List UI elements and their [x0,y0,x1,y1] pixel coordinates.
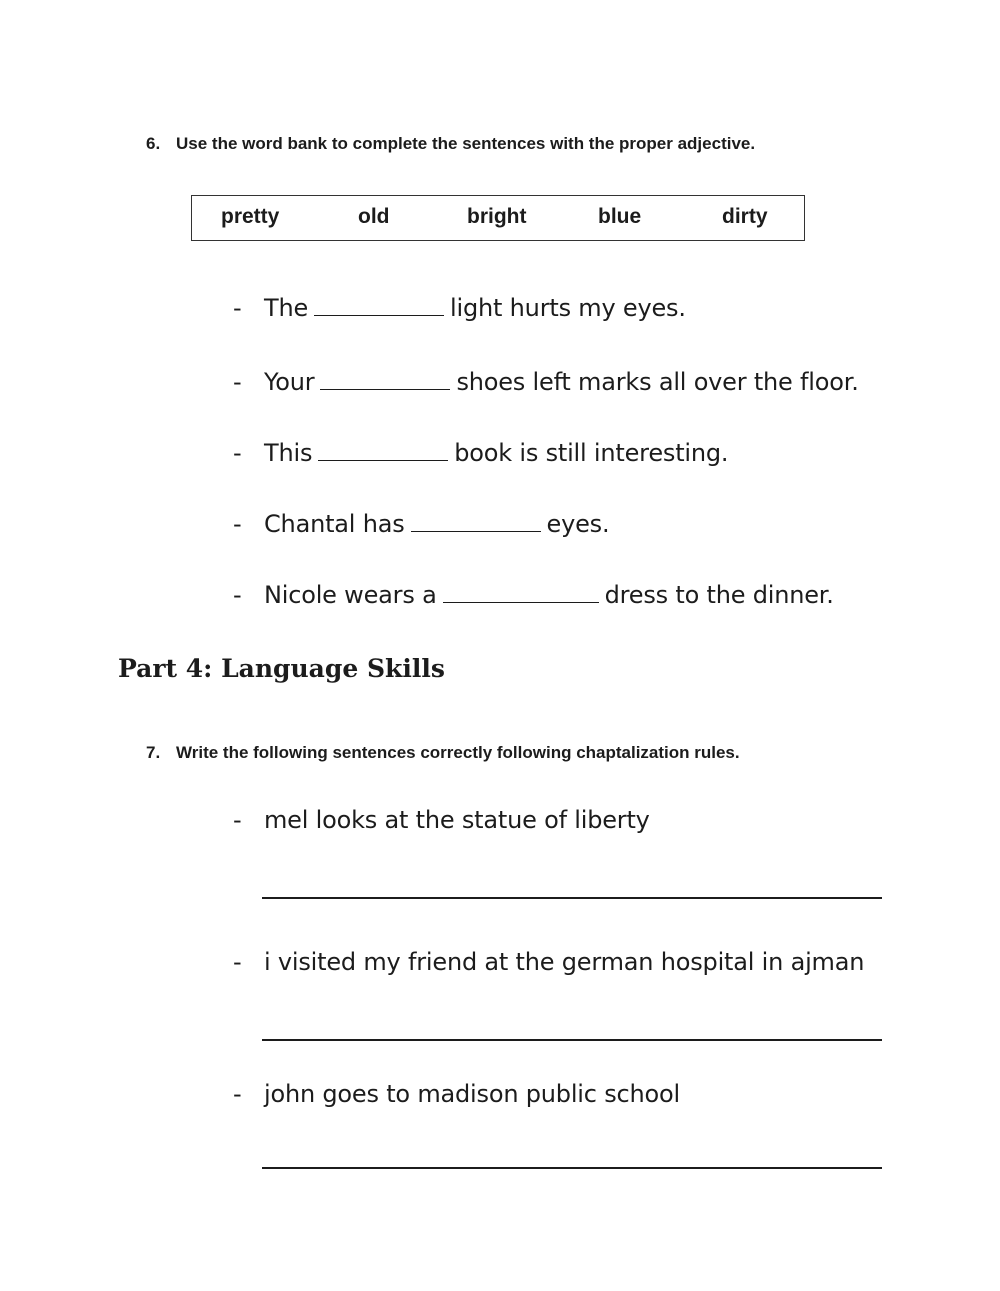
sentence-end: dress to the dinner. [604,581,834,609]
fill-blank-sentence [233,583,834,607]
question-7-heading [146,744,740,761]
word-bank-item: old [358,205,390,228]
rewrite-sentence [233,808,650,832]
fill-blank-sentence [233,441,728,465]
word-bank-item: bright [467,205,527,228]
sentence-text: mel looks at the statue of liberty [264,806,650,834]
answer-blank[interactable] [443,601,599,603]
sentence-end: shoes left marks all over the floor. [456,368,859,396]
sentence-end: eyes. [546,510,610,538]
sentence-start: The [264,294,309,322]
bullet-dash: - [233,948,242,976]
answer-blank[interactable] [318,459,448,461]
sentence-text: i visited my friend at the german hospital in ajman [264,948,865,976]
word-bank [191,195,805,241]
sentence-start: Your [264,368,315,396]
answer-line[interactable] [262,1039,882,1041]
sentence-start: Nicole wears a [264,581,437,609]
fill-blank-sentence [233,512,609,536]
answer-blank[interactable] [411,530,541,532]
rewrite-sentence [233,950,864,974]
answer-line[interactable] [262,1167,882,1169]
question-instruction: Write the following sentences correctly following chaptalization rules. [176,743,740,762]
question-6-heading [146,135,755,152]
bullet-dash: - [233,1080,242,1108]
bullet-dash: - [233,368,242,396]
bullet-dash: - [233,510,242,538]
answer-line[interactable] [262,897,882,899]
sentence-start: This [264,439,313,467]
bullet-dash: - [233,294,242,322]
rewrite-sentence [233,1082,680,1106]
question-instruction: Use the word bank to complete the sentences with the proper adjective. [176,134,756,153]
sentence-end: light hurts my eyes. [450,294,686,322]
answer-blank[interactable] [314,314,444,316]
fill-blank-sentence [233,370,859,394]
word-bank-item: pretty [221,205,280,228]
question-number: 7. [146,743,161,762]
question-number: 6. [146,134,161,153]
part-heading: Part 4: Language Skills [118,654,445,683]
answer-blank[interactable] [320,388,450,390]
sentence-start: Chantal has [264,510,405,538]
fill-blank-sentence [233,296,686,320]
bullet-dash: - [233,806,242,834]
word-bank-item: blue [598,205,642,228]
bullet-dash: - [233,439,242,467]
sentence-text: john goes to madison public school [264,1080,680,1108]
bullet-dash: - [233,581,242,609]
sentence-end: book is still interesting. [454,439,729,467]
word-bank-item: dirty [722,205,768,228]
